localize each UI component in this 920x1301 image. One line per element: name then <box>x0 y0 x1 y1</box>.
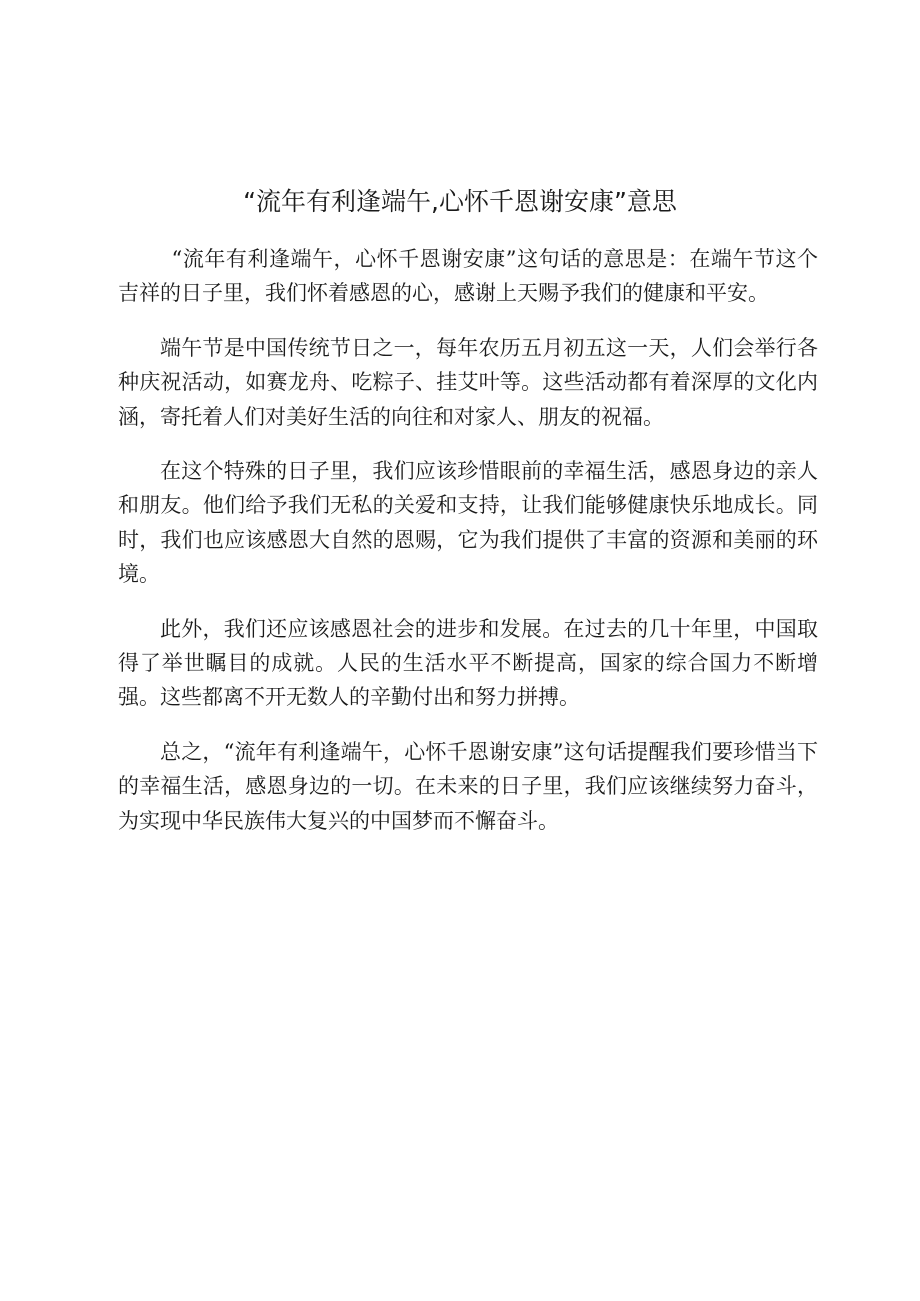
paragraph-4: 此外，我们还应该感恩社会的进步和发展。在过去的几十年里，中国取得了举世瞩目的成就。人民的生活水平不断提高，国家的综合国力不断增强。这些都离不开无数人的辛勤付出和努力拼搏。 <box>118 616 818 710</box>
document-title: “流年有利逢端午,心怀千恩谢安康”意思 <box>243 187 677 216</box>
paragraph-1: “流年有利逢端午，心怀千恩谢安康”这句话的意思是：在端午节这个吉祥的日子里，我们怀着感恩的心，感谢上天赐予我们的健康和平安。 <box>118 247 818 306</box>
paragraph-5: 总之，“流年有利逢端午，心怀千恩谢安康”这句话提醒我们要珍惜当下的幸福生活，感恩身边的一切。在未来的日子里，我们应该继续努力奋斗，为实现中华民族伟大复兴的中国梦而不懈奋斗。 <box>118 739 818 833</box>
paragraph-3: 在这个特殊的日子里，我们应该珍惜眼前的幸福生活，感恩身边的亲人和朋友。他们给予我们无私的关爱和支持，让我们能够健康快乐地成长。同时，我们也应该感恩大自然的恩赐，它为我们提供了丰富的资源和美丽的环境。 <box>118 459 818 587</box>
paragraph-2: 端午节是中国传统节日之一，每年农历五月初五这一天，人们会举行各种庆祝活动，如赛龙舟、吃粽子、挂艾叶等。这些活动都有着深厚的文化内涵，寄托着人们对美好生活的向往和对家人、朋友的祝福。 <box>118 335 818 429</box>
document-body <box>118 242 818 858</box>
